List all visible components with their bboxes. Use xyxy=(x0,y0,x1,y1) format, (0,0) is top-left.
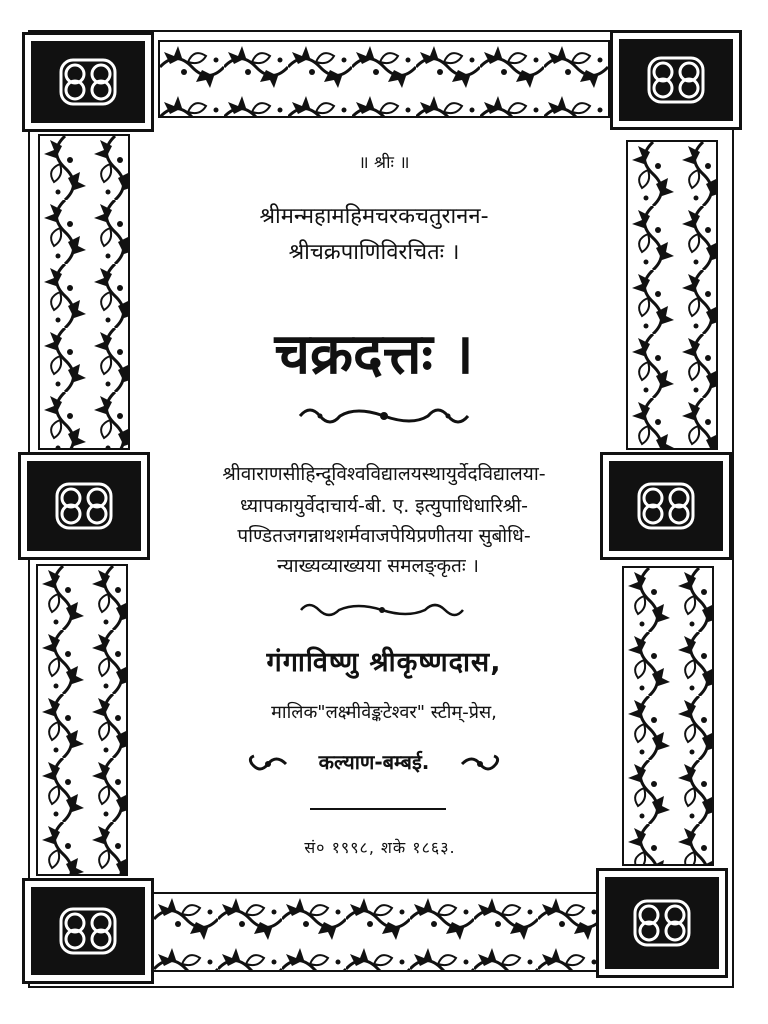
celtic-knot-icon xyxy=(627,893,697,953)
commentary-line: ध्यापकायुर्वेदाचार्य-बी. ए. इत्युपाधिधारिश्री- xyxy=(240,495,528,517)
scroll-flourish-icon xyxy=(460,752,502,776)
commentary-line: पण्डितजगन्नाथशर्मवाजपेयिप्रणीतया सुबोधि- xyxy=(237,525,531,547)
divider-rule xyxy=(310,808,446,810)
corner-top-left xyxy=(22,32,154,132)
corner-bottom-right xyxy=(596,868,728,978)
author-line-1: श्रीमन्महामहिमचरकचतुरानन- xyxy=(259,204,489,229)
scroll-flourish-icon xyxy=(297,598,467,622)
top-border xyxy=(158,40,610,118)
celtic-knot-icon xyxy=(641,50,711,110)
commentary-line: श्रीवाराणसीहिन्दूविश्वविद्यालयस्थायुर्वेदविद्यालया- xyxy=(222,463,546,485)
corner-bottom-left xyxy=(22,878,154,984)
celtic-knot-icon xyxy=(53,52,123,112)
right-border-upper xyxy=(626,140,718,450)
place-row xyxy=(246,748,502,780)
corner-top-right xyxy=(610,30,742,130)
publisher-name: गंगाविष्णु श्रीकृष्णदास, xyxy=(266,647,502,678)
place: कल्याण-बम्बई. xyxy=(318,750,430,774)
celtic-knot-icon xyxy=(53,901,123,961)
author-line-2: श्रीचक्रपाणिविरचितः । xyxy=(288,240,460,265)
publication-date: सं० १९९८, शके १८६३. xyxy=(304,838,456,857)
commentary-line: न्याख्यव्याख्यया समलङ्कृतः । xyxy=(277,555,479,577)
scroll-flourish-icon xyxy=(296,402,472,430)
page-title: चक्रदत्तः । xyxy=(274,322,474,387)
publisher-owner: मालिक"लक्ष्मीवेङ्कटेश्वर" स्टीम्-प्रेस, xyxy=(271,702,497,723)
left-border-upper xyxy=(38,134,130,450)
scroll-flourish-icon xyxy=(246,752,288,776)
invocation: ॥ श्रीः ॥ xyxy=(358,153,410,173)
bottom-border xyxy=(152,892,600,972)
